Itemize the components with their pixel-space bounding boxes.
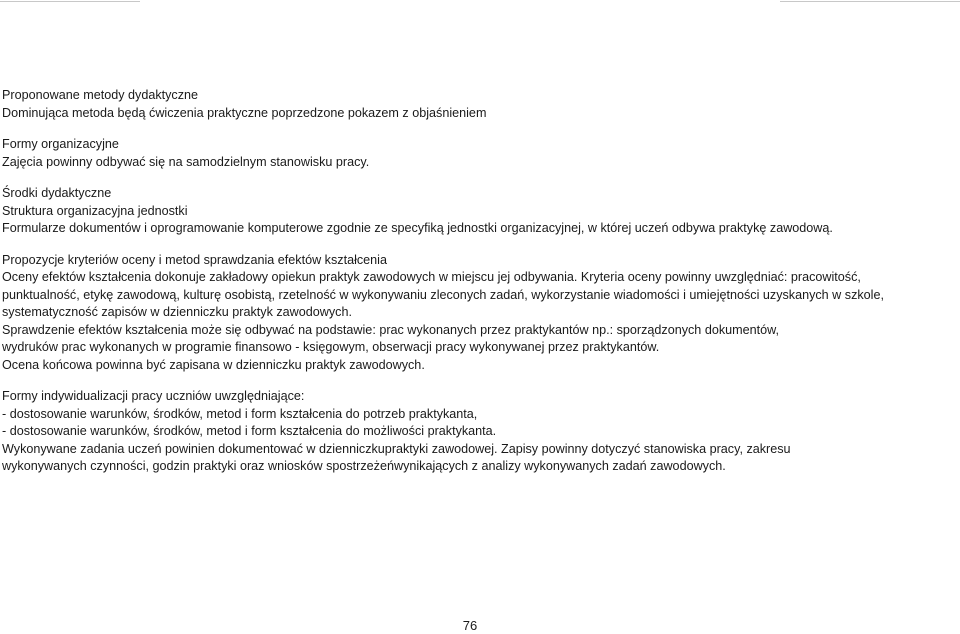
page-content <box>2 87 954 490</box>
assessment-line-5: wydruków prac wykonanych w programie finansowo - księgowym, obserwacji pracy wykonywanej przez praktykantów. <box>2 340 660 354</box>
individualization-section <box>2 388 954 476</box>
individualization-line-3: Wykonywane zadania uczeń powinien dokumentować w dzienniczkupraktyki zawodowej. Zapisy powinny dotyczyć stanowiska pracy, zakresu <box>2 441 791 456</box>
methods-section <box>2 87 954 122</box>
assessment-heading: Propozycje kryteriów oceny i metod sprawdzania efektów kształcenia <box>2 252 387 267</box>
resources-section <box>2 185 954 238</box>
top-left-rule <box>0 1 140 2</box>
top-right-rule <box>780 1 960 2</box>
resources-heading: Środki dydaktyczne <box>2 186 112 200</box>
page-number: 76 <box>462 618 478 633</box>
assessment-line-3: systematyczność zapisów w dzienniczku praktyk zawodowych. <box>2 305 352 319</box>
individualization-line-1: - dostosowanie warunków, środków, metod i form kształcenia do potrzeb praktykanta, <box>2 406 478 421</box>
forms-heading: Formy organizacyjne <box>2 137 119 151</box>
methods-heading: Proponowane metody dydaktyczne <box>2 88 199 102</box>
forms-section <box>2 136 954 171</box>
resources-line-1: Struktura organizacyjna jednostki <box>2 203 188 218</box>
individualization-line-2: - dostosowanie warunków, środków, metod i form kształcenia do możliwości praktykanta. <box>2 424 497 438</box>
assessment-line-4: Sprawdzenie efektów kształcenia może się odbywać na podstawie: prac wykonanych przez praktykantów np.: sporządzonych dokumentów, <box>2 322 780 337</box>
footer-rule <box>0 632 960 633</box>
methods-text: Dominująca metoda będą ćwiczenia praktyczne poprzedzone pokazem z objaśnieniem <box>2 105 487 120</box>
assessment-line-2: punktualność, etykę zawodową, kulturę osobistą, rzetelność w wykonywaniu zleconych zadań, wykorzystanie wiadomości i umiejętności uzyskanych w szkole, <box>2 287 884 302</box>
resources-line-2: Formularze dokumentów i oprogramowanie komputerowe zgodnie ze specyfiką jednostki organizacyjnej, w której uczeń odbywa praktykę zawodową. <box>2 221 833 235</box>
individualization-heading: Formy indywidualizacji pracy uczniów uwzględniające: <box>2 389 305 403</box>
assessment-line-6: Ocena końcowa powinna być zapisana w dzienniczku praktyk zawodowych. <box>2 357 425 372</box>
assessment-line-1: Oceny efektów kształcenia dokonuje zakładowy opiekun praktyk zawodowych w miejscu jej odbywania. Kryteria oceny powinny uwzględniać: pracowitość, <box>2 270 861 284</box>
assessment-section <box>2 252 954 375</box>
individualization-line-4: wykonywanych czynności, godzin praktyki oraz wniosków spostrzeżeńwynikających z analizy wykonywanych zadań zawodowych. <box>2 459 726 473</box>
forms-text: Zajęcia powinny odbywać się na samodzielnym stanowisku pracy. <box>2 154 370 169</box>
